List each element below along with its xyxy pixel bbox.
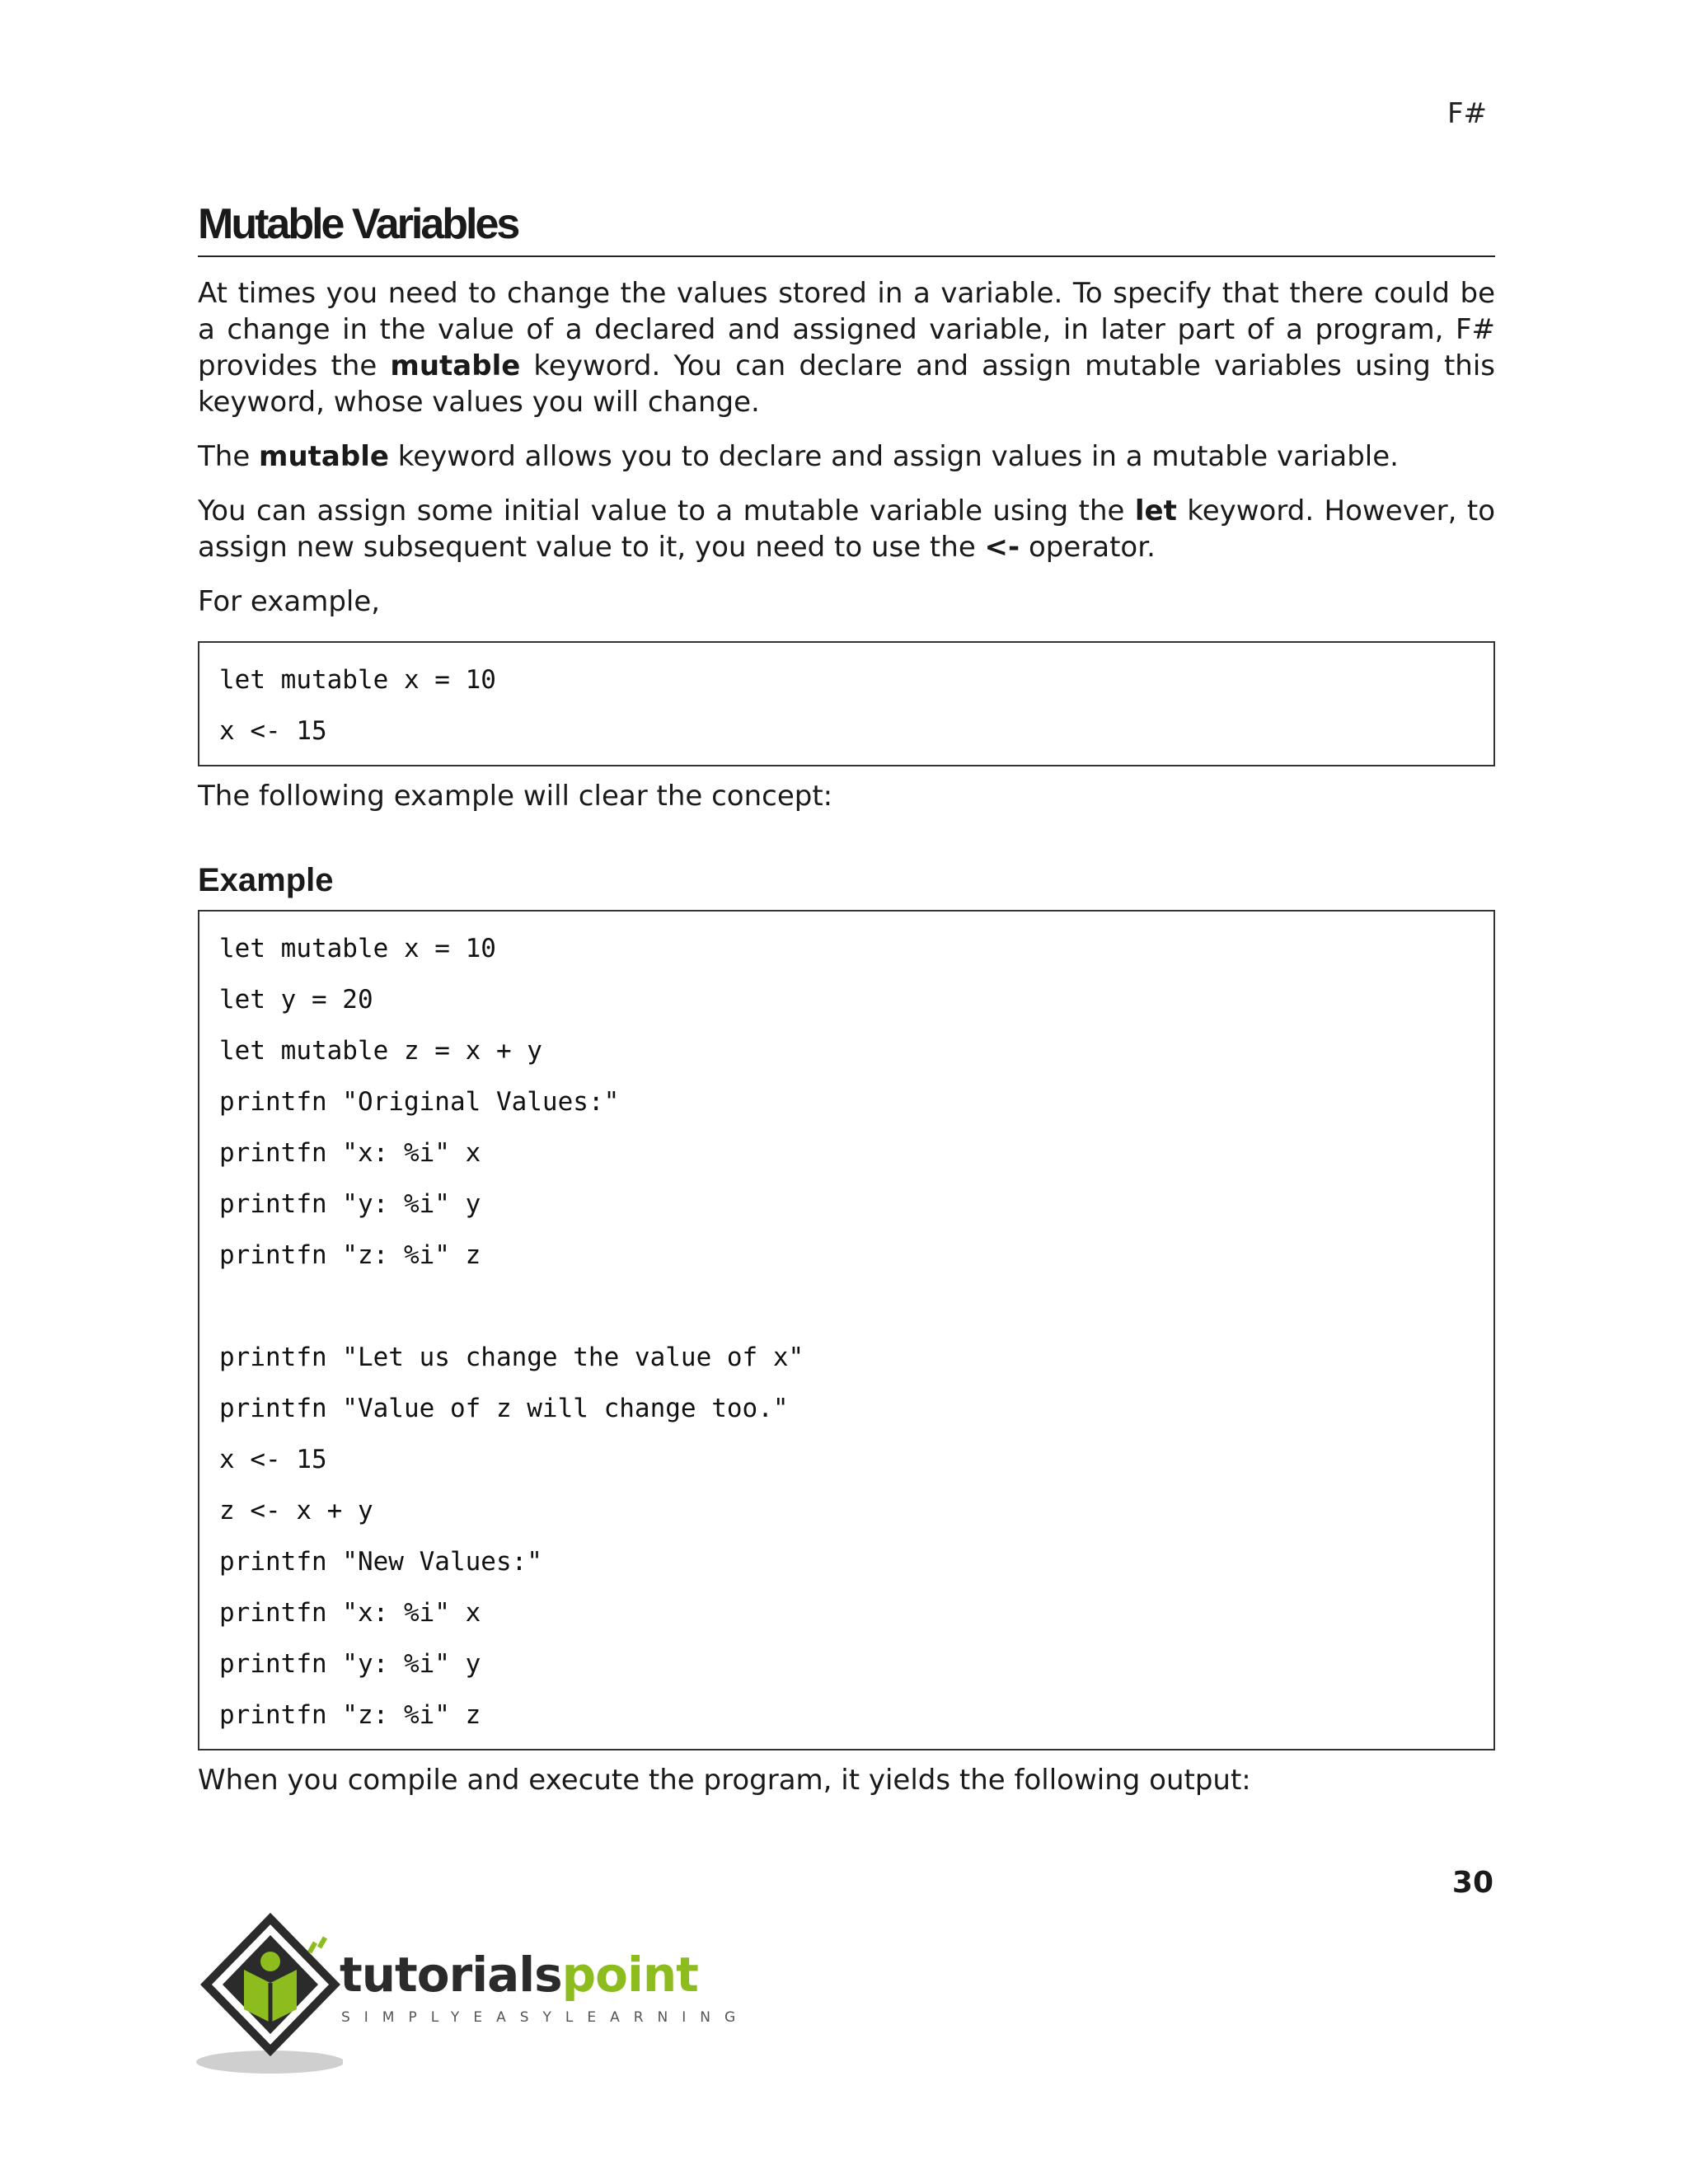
code-line: printfn "y: %i" y	[219, 1649, 481, 1679]
code-line: let mutable x = 10	[219, 665, 496, 695]
code-line: printfn "y: %i" y	[219, 1189, 481, 1219]
section-title: Mutable Variables	[198, 196, 1495, 257]
code-block-example	[198, 910, 1495, 1750]
logo-tagline: SIMPLYEASYLEARNING	[341, 2009, 750, 2026]
code-line: let mutable x = 10	[219, 934, 496, 963]
mutable-keyword: mutable	[390, 349, 521, 382]
code-line: printfn "x: %i" x	[219, 1138, 481, 1168]
code-line: x <- 15	[219, 1445, 327, 1474]
for-example-paragraph: For example,	[198, 585, 381, 618]
code-line: printfn "Let us change the value of x"	[219, 1343, 804, 1372]
code-line: let y = 20	[219, 985, 373, 1015]
code-line: let mutable z = x + y	[219, 1036, 542, 1066]
concept-paragraph: The following example will clear the concept:	[198, 780, 833, 813]
code-line: printfn "z: %i" z	[219, 1700, 481, 1730]
running-header: F#	[1447, 97, 1487, 130]
code-line: printfn "x: %i" x	[219, 1598, 481, 1628]
logo-word-point: point	[561, 1947, 698, 2003]
assign-operator: <-	[984, 531, 1020, 564]
mutable-text-a: The	[198, 440, 260, 473]
assign-paragraph	[198, 493, 1495, 565]
intro-text-c: keyword. You can declare and assign mutable variables using this keyword, whose values you will change.	[198, 349, 1495, 419]
let-keyword: let	[1134, 494, 1177, 527]
code-line: x <- 15	[219, 716, 327, 746]
page-number: 30	[1451, 1866, 1493, 1900]
tutorialspoint-logo	[195, 1912, 750, 2077]
assign-text-e: operator.	[1020, 531, 1156, 564]
logo-emblem-icon	[195, 1912, 343, 2077]
logo-wordmark	[340, 1947, 698, 2003]
code-line: printfn "Original Values:"	[219, 1087, 620, 1117]
code-line: printfn "New Values:"	[219, 1547, 542, 1577]
code-line: z <- x + y	[219, 1496, 373, 1526]
assign-text-c: keyword. However, to assign new subsequent value to it, you need to use the	[198, 494, 1495, 564]
mutable-paragraph	[198, 438, 1495, 475]
logo-word-tutorials: tutorials	[340, 1947, 562, 2003]
mutable-keyword: mutable	[259, 440, 389, 473]
code-line: printfn "z: %i" z	[219, 1240, 481, 1270]
code-block-short	[198, 641, 1495, 766]
assign-text-a: You can assign some initial value to a mutable variable using the	[198, 494, 1135, 527]
code-line-blank	[219, 1281, 1474, 1332]
example-heading: Example	[198, 862, 334, 898]
mutable-text-c: keyword allows you to declare and assign values in a mutable variable.	[388, 440, 1399, 473]
main-content	[198, 196, 1495, 1798]
code-line: printfn "Value of z will change too."	[219, 1394, 789, 1423]
intro-paragraph	[198, 275, 1495, 420]
intro-text-a: At times you need to change the values stored in a variable. To specify that there could be a change in the value of a declared and assigned variable, in later part of a program, F# provides the	[198, 277, 1495, 382]
output-paragraph: When you compile and execute the program, it yields the following output:	[198, 1764, 1251, 1797]
